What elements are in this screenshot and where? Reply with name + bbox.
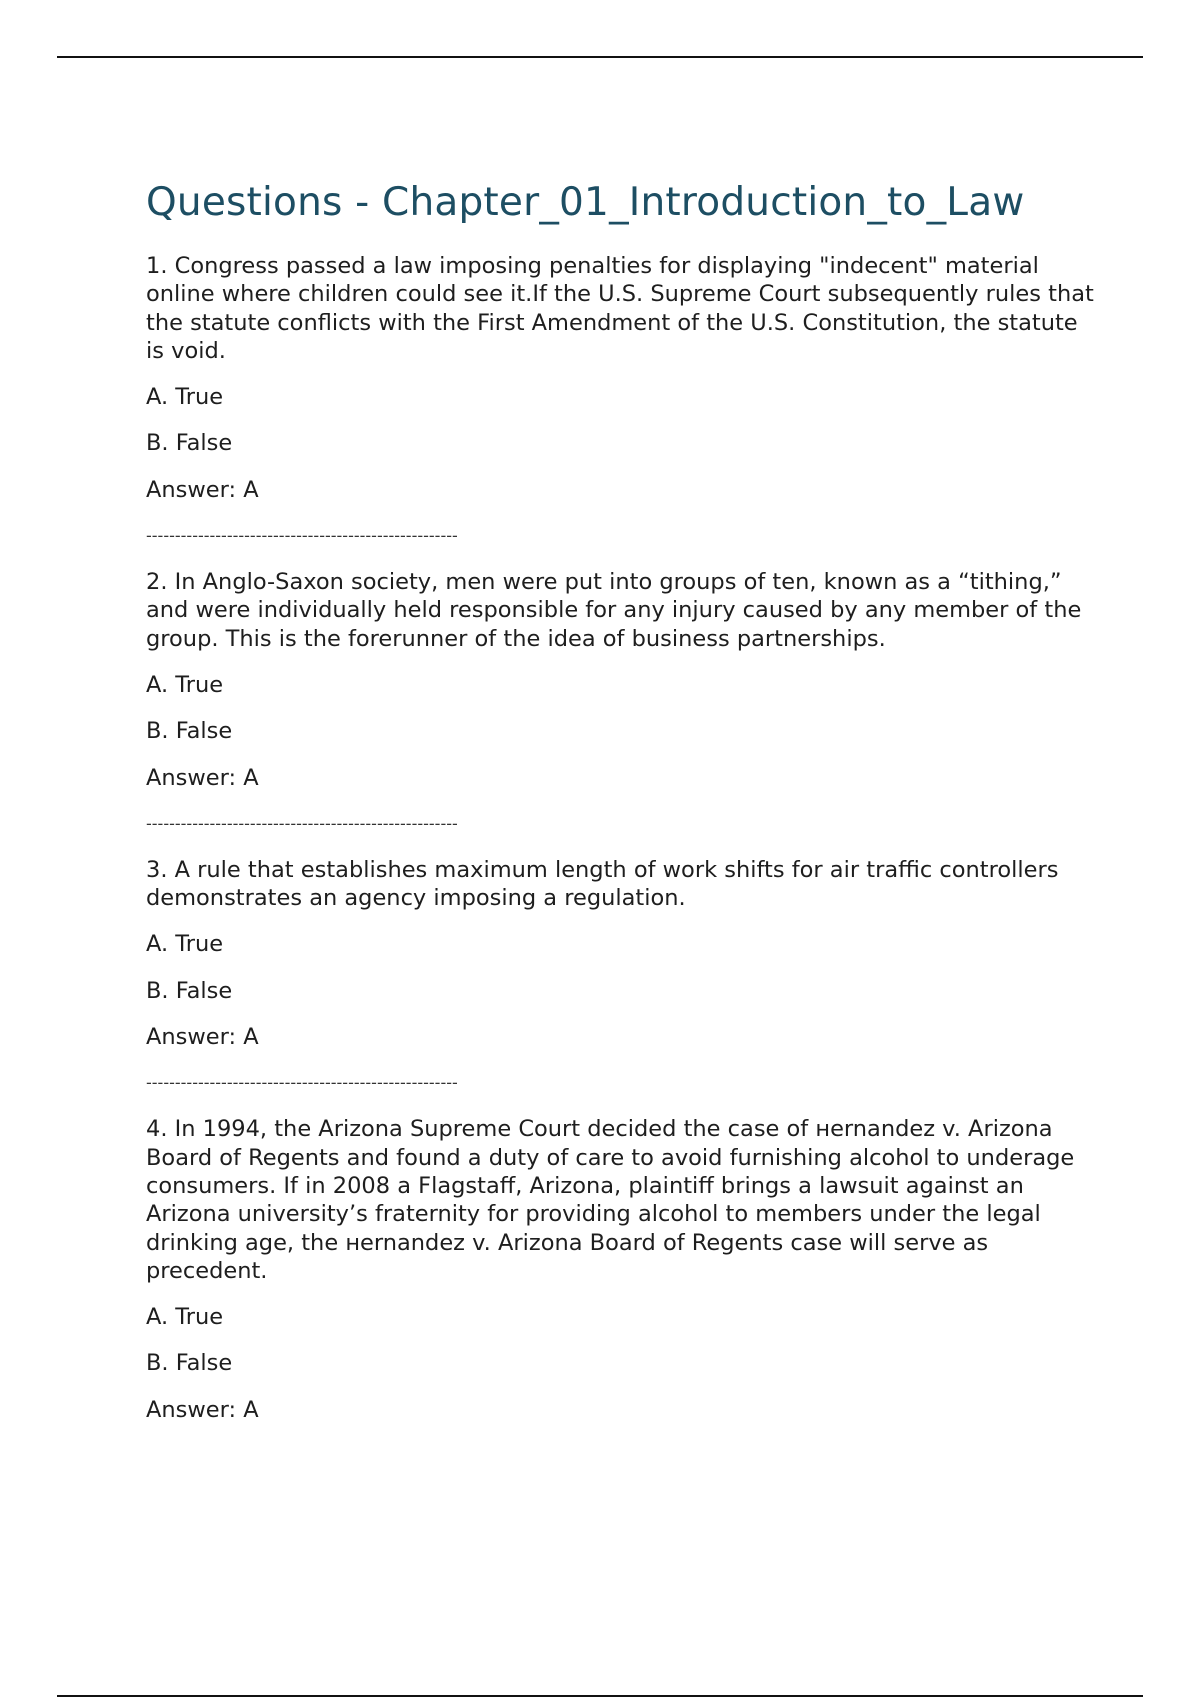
question-text: 2. In Anglo-Saxon society, men were put into groups of ten, known as a “tithing,” and were individually held responsible for any injury caused by any member of the group. This is the forerunner of the idea of business partnerships. <box>146 569 1082 652</box>
top-rule <box>57 56 1143 58</box>
option-b: B. False <box>146 1350 233 1377</box>
answer: Answer: A <box>146 1396 259 1423</box>
question-text: 3. A rule that establishes maximum length of work shifts for air traffic controllers demonstrates an agency imposing a regulation. <box>146 856 1059 912</box>
option-b: B. False <box>146 430 233 457</box>
bottom-rule <box>57 1695 1143 1697</box>
option-b: B. False <box>146 718 233 745</box>
answer: Answer: A <box>146 476 259 503</box>
option-a: A. True <box>146 931 224 958</box>
question-text: 4. In 1994, the Arizona Supreme Court decided the case of ʜernandez v. Arizona Board of Regents and found a duty of care to avoid furnishing alcohol to underage consumers. If in 2008 a Flagstaff, Arizona, plaintiff brings a lawsuit against an Arizona university’s fraternity for providing alcohol to members under the legal drinking age, the ʜernandez v. Arizona Board of Regents case will serve as precedent. <box>146 1116 1075 1284</box>
separator-line: ------------------------------------------------------ <box>146 526 458 546</box>
option-b: B. False <box>146 977 233 1004</box>
option-a: A. True <box>146 384 224 411</box>
answer: Answer: A <box>146 764 259 791</box>
answer: Answer: A <box>146 1024 259 1051</box>
question-4 <box>146 1115 1096 1424</box>
page-title: Questions - Chapter_01_Introduction_to_Law <box>146 180 1025 225</box>
question-2 <box>146 568 1096 838</box>
question-1 <box>146 252 1096 550</box>
separator-line: ------------------------------------------------------ <box>146 813 458 833</box>
document-body <box>146 178 1096 1442</box>
option-a: A. True <box>146 671 224 698</box>
question-3 <box>146 856 1096 1097</box>
option-a: A. True <box>146 1304 224 1331</box>
separator-line: ------------------------------------------------------ <box>146 1073 458 1093</box>
question-text: 1. Congress passed a law imposing penalties for displaying "indecent" material online where children could see it.If the U.S. Supreme Court subsequently rules that the statute conflicts with the First Amendment of the U.S. Constitution, the statute is void. <box>146 253 1094 364</box>
